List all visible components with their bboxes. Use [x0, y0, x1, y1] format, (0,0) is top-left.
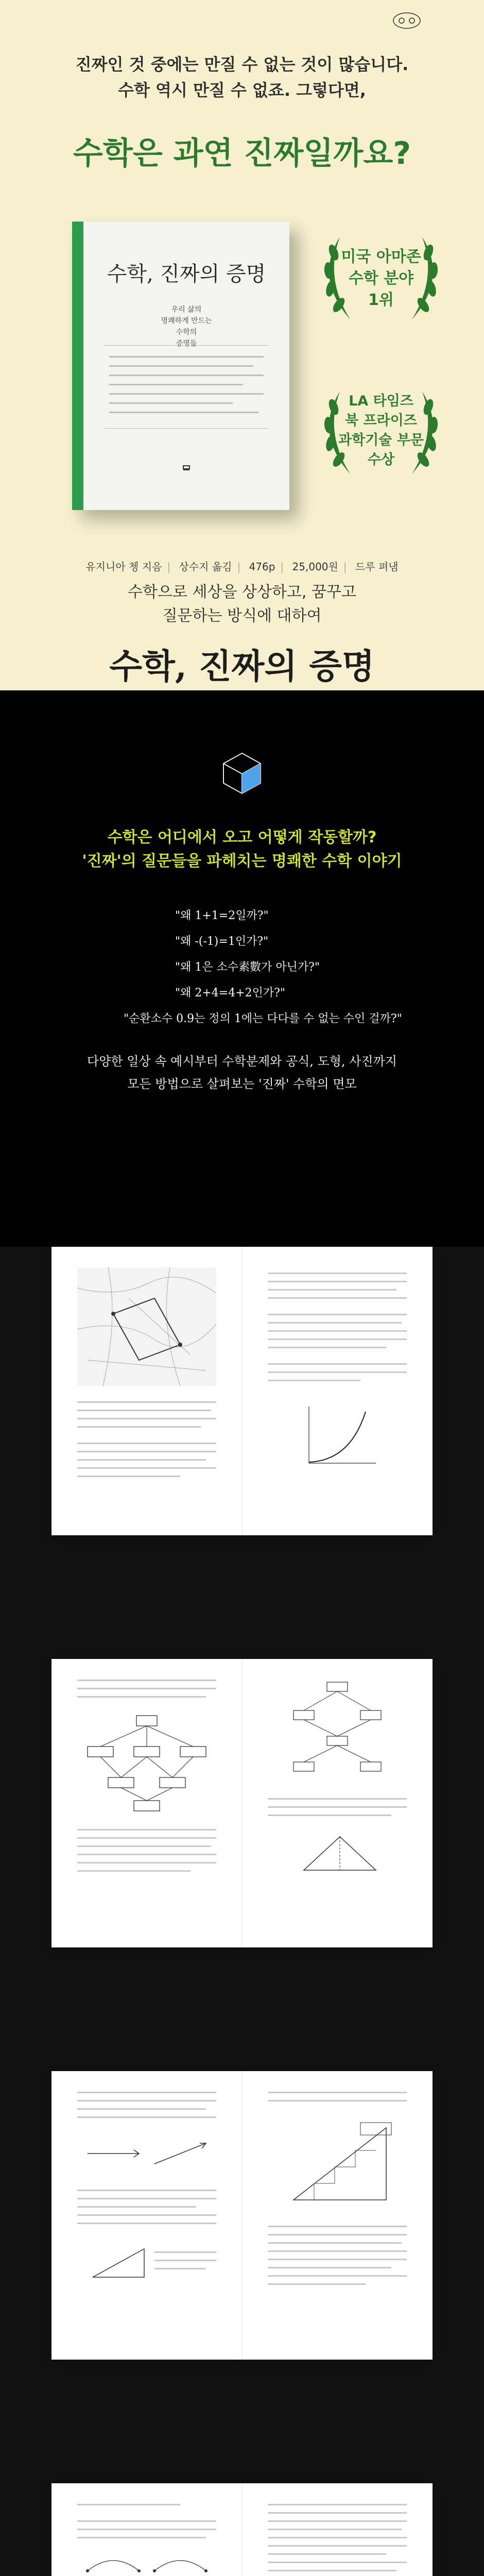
meta-pages: 476p: [249, 561, 275, 573]
intro-head-1: 수학은 어디에서 오고 어떻게 작동할까?: [107, 828, 377, 846]
book-meta: 유지니아 쳉 지음 | 상수지 옮김 | 476p | 25,000원 | 드루 펴냄: [85, 561, 399, 573]
hero-line-1: 수학으로 세상을 상상하고, 꿈꾸고: [128, 583, 356, 601]
book-cover: [72, 222, 289, 510]
lattice-diagram: [273, 1680, 402, 1783]
meta-publisher: 드루 펴냄: [355, 561, 399, 573]
spread3-right-page: [242, 2071, 433, 2360]
book-subtitle-1: 우리 삶의: [171, 306, 202, 314]
book-title: 수학, 진짜의 증명: [107, 262, 266, 286]
exponential-curve-figure: [304, 1401, 381, 1468]
spread2-right-page: [242, 1659, 433, 1947]
hero-headline: 수학은 과연 진짜일까요?: [73, 135, 411, 172]
hero-big-title: 수학, 진짜의 증명: [109, 646, 375, 686]
book-subtitle: [83, 304, 289, 349]
intro-desc-2: 모든 방법으로 살펴보는 '진짜' 수학의 면모: [127, 1077, 357, 1091]
map-illustration: [77, 1267, 216, 1386]
cube-icon: [216, 747, 268, 799]
book-cover-text-block: [104, 345, 269, 429]
hero-section: [0, 0, 484, 690]
award-amazon: [304, 222, 458, 335]
sample-pages-section: [0, 1247, 484, 2576]
spread1-left-page: [51, 1247, 243, 1535]
meta-translator: 상수지 옮김: [179, 561, 232, 573]
stair-triangle-figure: [283, 2117, 396, 2210]
sample-spread-3: [51, 2071, 433, 2360]
network-diagram: [77, 1710, 216, 1814]
sample-spread-2: [51, 1659, 433, 1947]
sample-spread-1: [51, 1247, 433, 1535]
intro-desc-1: 다양한 일상 속 예시부터 수학분제와 공식, 도형, 사진까지: [87, 1054, 397, 1069]
award1-line2: 수학 분야: [348, 269, 414, 287]
spread4-right-page: [242, 2483, 433, 2576]
hero-lead-2: 수학 역시 만질 수 없죠. 그렇다면,: [118, 80, 366, 100]
hero-lead-1: 진짜인 것 중에는 만질 수 없는 것이 많습니다.: [75, 55, 409, 74]
badge-icon: [391, 10, 422, 31]
book-subtitle-2: 명쾌하게 만드는: [161, 317, 212, 325]
spread4-left-page: [51, 2483, 243, 2576]
award2-line2: 북 프라이즈: [345, 413, 417, 429]
question-2: "왜 -(-1)=1인가?": [175, 935, 269, 948]
sample-spread-4: [51, 2483, 433, 2576]
question-3: "왜 1은 소수素數가 아닌가?": [175, 961, 320, 974]
spread1-right-page: [242, 1247, 433, 1535]
award1-line1: 미국 아마존: [341, 248, 421, 266]
intro-head-2: '진짜'의 질문들을 파헤치는 명쾌한 수학 이야기: [82, 852, 402, 870]
book-subtitle-4: 증명들: [176, 340, 197, 348]
question-4: "왜 2+4=4+2인가?": [175, 987, 286, 999]
award1-line3: 1위: [368, 291, 394, 309]
book-subtitle-3: 수학의: [176, 328, 197, 336]
spread2-left-page: [51, 1659, 243, 1947]
publisher-mark-icon: [181, 464, 192, 474]
award-la-times: [304, 376, 458, 489]
question-1: "왜 1+1=2일까?": [175, 909, 269, 922]
arc-diagram: [77, 2550, 216, 2576]
question-5: "순환소수 0.9는 정의 1에는 다다를 수 없는 수인 걸까?": [124, 1012, 402, 1025]
meta-author: 유지니아 쳉 지음: [85, 561, 162, 573]
award2-line3: 과학기술 부문: [338, 432, 424, 448]
award2-line4: 수상: [367, 452, 395, 468]
vector-arrows-figure: [82, 2133, 211, 2174]
spread3-left-page: [51, 2071, 243, 2360]
small-triangle-figure: [88, 2241, 149, 2282]
award2-line1: LA 타임즈: [349, 393, 413, 409]
triangle-figure: [299, 1829, 381, 1880]
meta-price: 25,000원: [292, 561, 338, 573]
hero-line-2: 질문하는 방식에 대하여: [162, 607, 322, 625]
